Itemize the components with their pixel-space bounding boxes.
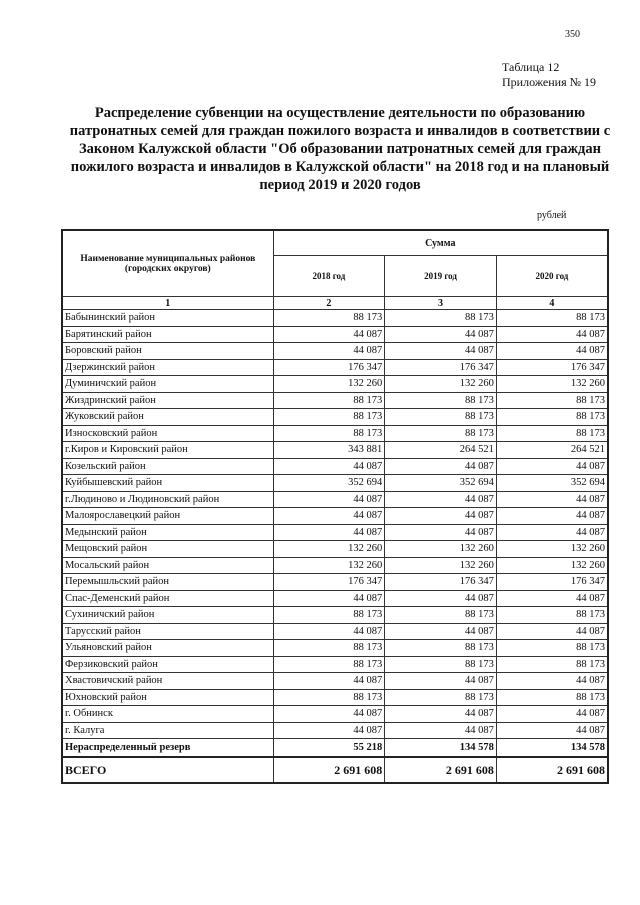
district-name: Куйбышевский район — [62, 475, 273, 492]
value-2018: 352 694 — [273, 475, 385, 492]
value-2018: 176 347 — [273, 359, 385, 376]
value-2019: 264 521 — [385, 442, 497, 459]
value-2019: 132 260 — [385, 376, 497, 393]
table-row — [62, 376, 608, 393]
value-2018: 44 087 — [273, 706, 385, 723]
district-name: Износковский район — [62, 425, 273, 442]
reserve-2019: 134 578 — [385, 739, 497, 758]
district-name: Медынский район — [62, 524, 273, 541]
value-2019: 44 087 — [385, 343, 497, 360]
value-2019: 88 173 — [385, 392, 497, 409]
value-2018: 132 260 — [273, 376, 385, 393]
table-row — [62, 425, 608, 442]
value-2019: 88 173 — [385, 310, 497, 327]
value-2020: 88 173 — [496, 689, 608, 706]
table-row — [62, 310, 608, 327]
value-2018: 176 347 — [273, 574, 385, 591]
reserve-row — [62, 739, 608, 758]
value-2019: 44 087 — [385, 508, 497, 525]
district-name: Юхновский район — [62, 689, 273, 706]
table-row — [62, 524, 608, 541]
value-2020: 44 087 — [496, 623, 608, 640]
value-2020: 88 173 — [496, 607, 608, 624]
district-name: Думиничский район — [62, 376, 273, 393]
table-row — [62, 590, 608, 607]
page-number: 350 — [565, 29, 580, 40]
value-2020: 88 173 — [496, 640, 608, 657]
value-2018: 44 087 — [273, 590, 385, 607]
table-row — [62, 574, 608, 591]
district-name: Мосальский район — [62, 557, 273, 574]
value-2020: 44 087 — [496, 706, 608, 723]
table-row — [62, 673, 608, 690]
district-name: Хвастовичский район — [62, 673, 273, 690]
reserve-name: Нераспределенный резерв — [62, 739, 273, 758]
district-name: г. Калуга — [62, 722, 273, 739]
value-2020: 352 694 — [496, 475, 608, 492]
district-name: Мещовский район — [62, 541, 273, 558]
table-row — [62, 722, 608, 739]
table-row — [62, 442, 608, 459]
header-index-1: 1 — [62, 297, 273, 310]
value-2020: 44 087 — [496, 491, 608, 508]
district-name: Бабынинский район — [62, 310, 273, 327]
table-label: Таблица 12 — [502, 60, 560, 74]
value-2020: 88 173 — [496, 656, 608, 673]
district-name: Тарусский район — [62, 623, 273, 640]
district-name: Боровский район — [62, 343, 273, 360]
table-row — [62, 343, 608, 360]
value-2020: 176 347 — [496, 574, 608, 591]
value-2019: 88 173 — [385, 409, 497, 426]
value-2019: 44 087 — [385, 326, 497, 343]
value-2020: 132 260 — [496, 541, 608, 558]
value-2020: 88 173 — [496, 310, 608, 327]
district-name: г.Людиново и Людиновский район — [62, 491, 273, 508]
value-2020: 44 087 — [496, 326, 608, 343]
district-name: Ульяновский район — [62, 640, 273, 657]
table-row — [62, 607, 608, 624]
value-2020: 44 087 — [496, 508, 608, 525]
total-2019: 2 691 608 — [385, 757, 497, 783]
header-index-2: 2 — [273, 297, 385, 310]
value-2019: 88 173 — [385, 689, 497, 706]
table-row — [62, 475, 608, 492]
district-name: Барятинский район — [62, 326, 273, 343]
value-2020: 132 260 — [496, 376, 608, 393]
value-2018: 88 173 — [273, 656, 385, 673]
value-2019: 352 694 — [385, 475, 497, 492]
value-2018: 44 087 — [273, 623, 385, 640]
table-row — [62, 359, 608, 376]
value-2019: 44 087 — [385, 590, 497, 607]
district-name: г.Киров и Кировский район — [62, 442, 273, 459]
value-2018: 88 173 — [273, 409, 385, 426]
value-2018: 88 173 — [273, 640, 385, 657]
value-2018: 44 087 — [273, 343, 385, 360]
value-2019: 176 347 — [385, 359, 497, 376]
header-year-2018: 2018 год — [273, 256, 385, 297]
value-2018: 88 173 — [273, 689, 385, 706]
value-2019: 88 173 — [385, 607, 497, 624]
district-name: Жиздринский район — [62, 392, 273, 409]
header-index-3: 3 — [385, 297, 497, 310]
subvention-table — [61, 229, 609, 784]
value-2020: 44 087 — [496, 524, 608, 541]
total-row — [62, 757, 608, 783]
table-row — [62, 640, 608, 657]
header-year-2020: 2020 год — [496, 256, 608, 297]
table-row — [62, 392, 608, 409]
value-2020: 44 087 — [496, 590, 608, 607]
value-2020: 44 087 — [496, 673, 608, 690]
value-2018: 88 173 — [273, 310, 385, 327]
value-2020: 264 521 — [496, 442, 608, 459]
value-2019: 44 087 — [385, 458, 497, 475]
value-2019: 44 087 — [385, 722, 497, 739]
value-2019: 132 260 — [385, 541, 497, 558]
value-2020: 132 260 — [496, 557, 608, 574]
table-row — [62, 409, 608, 426]
value-2018: 88 173 — [273, 607, 385, 624]
header-name: Наименование муниципальных районов (городских округов) — [62, 230, 273, 297]
table-row — [62, 326, 608, 343]
district-name: Сухиничский район — [62, 607, 273, 624]
value-2018: 88 173 — [273, 425, 385, 442]
value-2020: 88 173 — [496, 392, 608, 409]
header-year-2019: 2019 год — [385, 256, 497, 297]
value-2018: 88 173 — [273, 392, 385, 409]
value-2019: 176 347 — [385, 574, 497, 591]
value-2019: 44 087 — [385, 623, 497, 640]
district-name: г. Обнинск — [62, 706, 273, 723]
district-name: Ферзиковский район — [62, 656, 273, 673]
units-label: рублей — [537, 210, 567, 221]
total-2020: 2 691 608 — [496, 757, 608, 783]
value-2019: 44 087 — [385, 706, 497, 723]
value-2020: 88 173 — [496, 409, 608, 426]
reserve-2020: 134 578 — [496, 739, 608, 758]
header-sum: Сумма — [273, 230, 608, 256]
value-2019: 88 173 — [385, 656, 497, 673]
value-2019: 132 260 — [385, 557, 497, 574]
value-2018: 44 087 — [273, 326, 385, 343]
total-name: ВСЕГО — [62, 757, 273, 783]
value-2018: 44 087 — [273, 673, 385, 690]
value-2019: 44 087 — [385, 673, 497, 690]
reserve-2018: 55 218 — [273, 739, 385, 758]
annex-label: Приложения № 19 — [502, 75, 597, 89]
district-name: Жуковский район — [62, 409, 273, 426]
value-2020: 176 347 — [496, 359, 608, 376]
district-name: Козельский район — [62, 458, 273, 475]
table-row — [62, 458, 608, 475]
document-title: Распределение субвенции на осуществление деятельности по образованию патронатных семей для граждан пожилого возраста и инвалидов в соответствии с Законом Калужской области "Об образовании патронатных семей для граждан пожилого возраста и инвалидов в Калужской области" на 2018 год и на плановый период 2019 и 2020 годов — [69, 105, 611, 193]
appendix-label — [502, 60, 596, 90]
table-row — [62, 656, 608, 673]
district-name: Малоярославецкий район — [62, 508, 273, 525]
value-2020: 44 087 — [496, 458, 608, 475]
total-2018: 2 691 608 — [273, 757, 385, 783]
district-name: Дзержинский район — [62, 359, 273, 376]
value-2019: 44 087 — [385, 524, 497, 541]
value-2019: 44 087 — [385, 491, 497, 508]
value-2018: 44 087 — [273, 508, 385, 525]
value-2020: 44 087 — [496, 343, 608, 360]
value-2018: 44 087 — [273, 524, 385, 541]
table-row — [62, 689, 608, 706]
value-2018: 132 260 — [273, 541, 385, 558]
table-row — [62, 706, 608, 723]
value-2019: 88 173 — [385, 425, 497, 442]
value-2018: 132 260 — [273, 557, 385, 574]
value-2018: 44 087 — [273, 491, 385, 508]
table-body — [62, 310, 608, 739]
value-2018: 44 087 — [273, 722, 385, 739]
district-name: Спас-Деменский район — [62, 590, 273, 607]
value-2018: 44 087 — [273, 458, 385, 475]
table-row — [62, 557, 608, 574]
value-2020: 44 087 — [496, 722, 608, 739]
table-row — [62, 541, 608, 558]
table-row — [62, 491, 608, 508]
header-index-4: 4 — [496, 297, 608, 310]
table-row — [62, 623, 608, 640]
value-2019: 88 173 — [385, 640, 497, 657]
table-row — [62, 508, 608, 525]
value-2018: 343 881 — [273, 442, 385, 459]
value-2020: 88 173 — [496, 425, 608, 442]
district-name: Перемышльский район — [62, 574, 273, 591]
